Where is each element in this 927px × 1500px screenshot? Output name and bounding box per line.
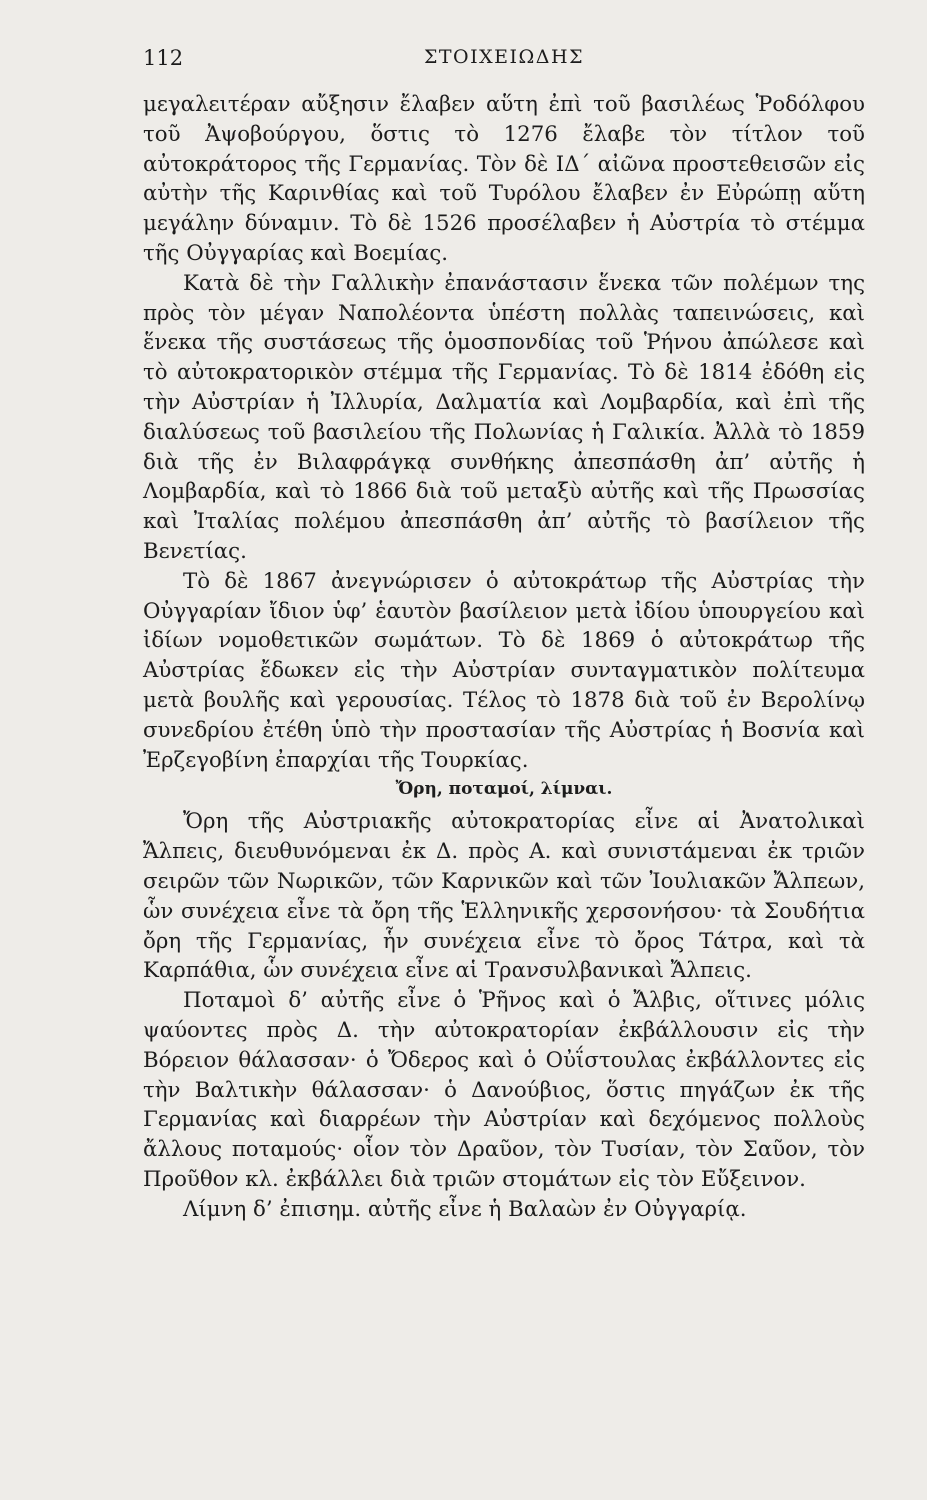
section-heading: Ὄρη, ποταμοί, λίμναι.: [395, 779, 613, 800]
paragraph: Λίμνη δ’ ἐπισημ. αὐτῆς εἶνε ἡ Βαλαὼν ἐν Οὐγγαρίᾳ.: [183, 1196, 747, 1222]
paragraph: Τὸ δὲ 1867 ἀνεγνώρισεν ὁ αὐτοκράτωρ τῆς Αὐστρίας τὴν Οὐγγαρίαν ἴδιον ὑφ’ ἑαυτὸν βασίλειον μετὰ ἰδίου ὑπουργείου καὶ ἰδίων νομοθετικῶν σωμάτων. Τὸ δὲ 1869 ὁ αὐτοκράτωρ τῆς Αὐστρίας ἔδωκεν εἰς τὴν Αὐστρίαν συνταγματικὸν πολίτευμα μετὰ βουλῆς καὶ γερουσίας. Τέλος τὸ 1878 διὰ τοῦ ἐν Βερολίνῳ συνεδρίου ἐτέθη ὑπὸ τὴν προστασίαν τῆς Αὐστρίας ἡ Βοσνία καὶ Ἐρζεγοβίνη ἐπαρχίαι τῆς Τουρκίας.: [143, 568, 865, 773]
page-body: [143, 90, 865, 1224]
page-number: 112: [143, 46, 184, 70]
paragraph: Κατὰ δὲ τὴν Γαλλικὴν ἐπανάστασιν ἕνεκα τῶν πολέμων της πρὸς τὸν μέγαν Ναπολέοντα ὑπέστη πολλὰς ταπεινώσεις, καὶ ἕνεκα τῆς συστάσεως τῆς ὁμοσπονδίας τοῦ Ῥήνου ἀπώλεσε καὶ τὸ αὐτοκρατορικὸν στέμμα τῆς Γερμανίας. Τὸ δὲ 1814 ἐδόθη εἰς τὴν Αὐστρίαν ἡ Ἰλλυρία, Δαλματία καὶ Λομβαρδία, καὶ ἐπὶ τῆς διαλύσεως τοῦ βασιλείου τῆς Πολωνίας ἡ Γαλικία. Ἀλλὰ τὸ 1859 διὰ τῆς ἐν Βιλαφράγκᾳ συνθήκης ἀπεσπάσθη ἀπ’ αὐτῆς ἡ Λομβαρδία, καὶ τὸ 1866 διὰ τοῦ μεταξὺ αὐτῆς καὶ τῆς Πρωσσίας καὶ Ἰταλίας πολέμου ἀπεσπάσθη ἀπ’ αὐτῆς τὸ βασίλειον τῆς Βενετίας.: [143, 270, 865, 564]
page-header: [143, 46, 865, 76]
paragraph: Ποταμοὶ δ’ αὐτῆς εἶνε ὁ Ῥῆνος καὶ ὁ Ἄλβις, οἵτινες μόλις ψαύοντες πρὸς Δ. τὴν αὐτοκρατορίαν ἐκβάλλουσιν εἰς τὴν Βόρειον θάλασσαν· ὁ Ὄδερος καὶ ὁ Οὐΐστουλας ἐκβάλλοντες εἰς τὴν Βαλτικὴν θάλασσαν· ὁ Δανούβιος, ὅστις πηγάζων ἐκ τῆς Γερμανίας καὶ διαρρέων τὴν Αὐστρίαν καὶ δεχόμενος πολλοὺς ἄλλους ποταμούς· οἷον τὸν Δραῦον, τὸν Τυσίαν, τὸν Σαῦον, τὸν Προῦθον κλ. ἐκβάλλει διὰ τριῶν στομάτων εἰς τὸν Εὔξεινον.: [143, 988, 865, 1192]
running-title: ΣΤΟΙΧΕΙΩΔΗΣ: [423, 46, 585, 68]
paragraph: Ὄρη τῆς Αὐστριακῆς αὐτοκρατορίας εἶνε αἱ Ἀνατολικαὶ Ἄλπεις, διευθυνόμεναι ἐκ Δ. πρὸς Α. καὶ συνιστάμεναι ἐκ τριῶν σειρῶν τῶν Νωρικῶν, τῶν Καρνικῶν καὶ τῶν Ἰουλιακῶν Ἄλπεων, ὧν συνέχεια εἶνε τὰ ὄρη τῆς Ἑλληνικῆς χερσονήσου· τὰ Σουδήτια ὄρη τῆς Γερμανίας, ἧν συνέχεια εἶνε τὸ ὄρος Τάτρα, καὶ τὰ Καρπάθια, ὧν συνέχεια εἶνε αἱ Τρανσυλβανικαὶ Ἄλπεις.: [143, 809, 865, 984]
paragraph: μεγαλειτέραν αὔξησιν ἔλαβεν αὕτη ἐπὶ τοῦ βασιλέως Ῥοδόλφου τοῦ Ἀψοβούργου, ὅστις τὸ 1276 ἔλαβε τὸν τίτλον τοῦ αὐτοκράτορος τῆς Γερμανίας. Τὸν δὲ ΙΔ΄ αἰῶνα προστεθεισῶν εἰς αὐτὴν τῆς Καρινθίας καὶ τοῦ Τυρόλου ἔλαβεν ἐν Εὐρώπῃ αὕτη μεγάλην δύναμιν. Τὸ δὲ 1526 προσέλαβεν ἡ Αὐστρία τὸ στέμμα τῆς Οὐγγαρίας καὶ Βοεμίας.: [143, 92, 865, 266]
